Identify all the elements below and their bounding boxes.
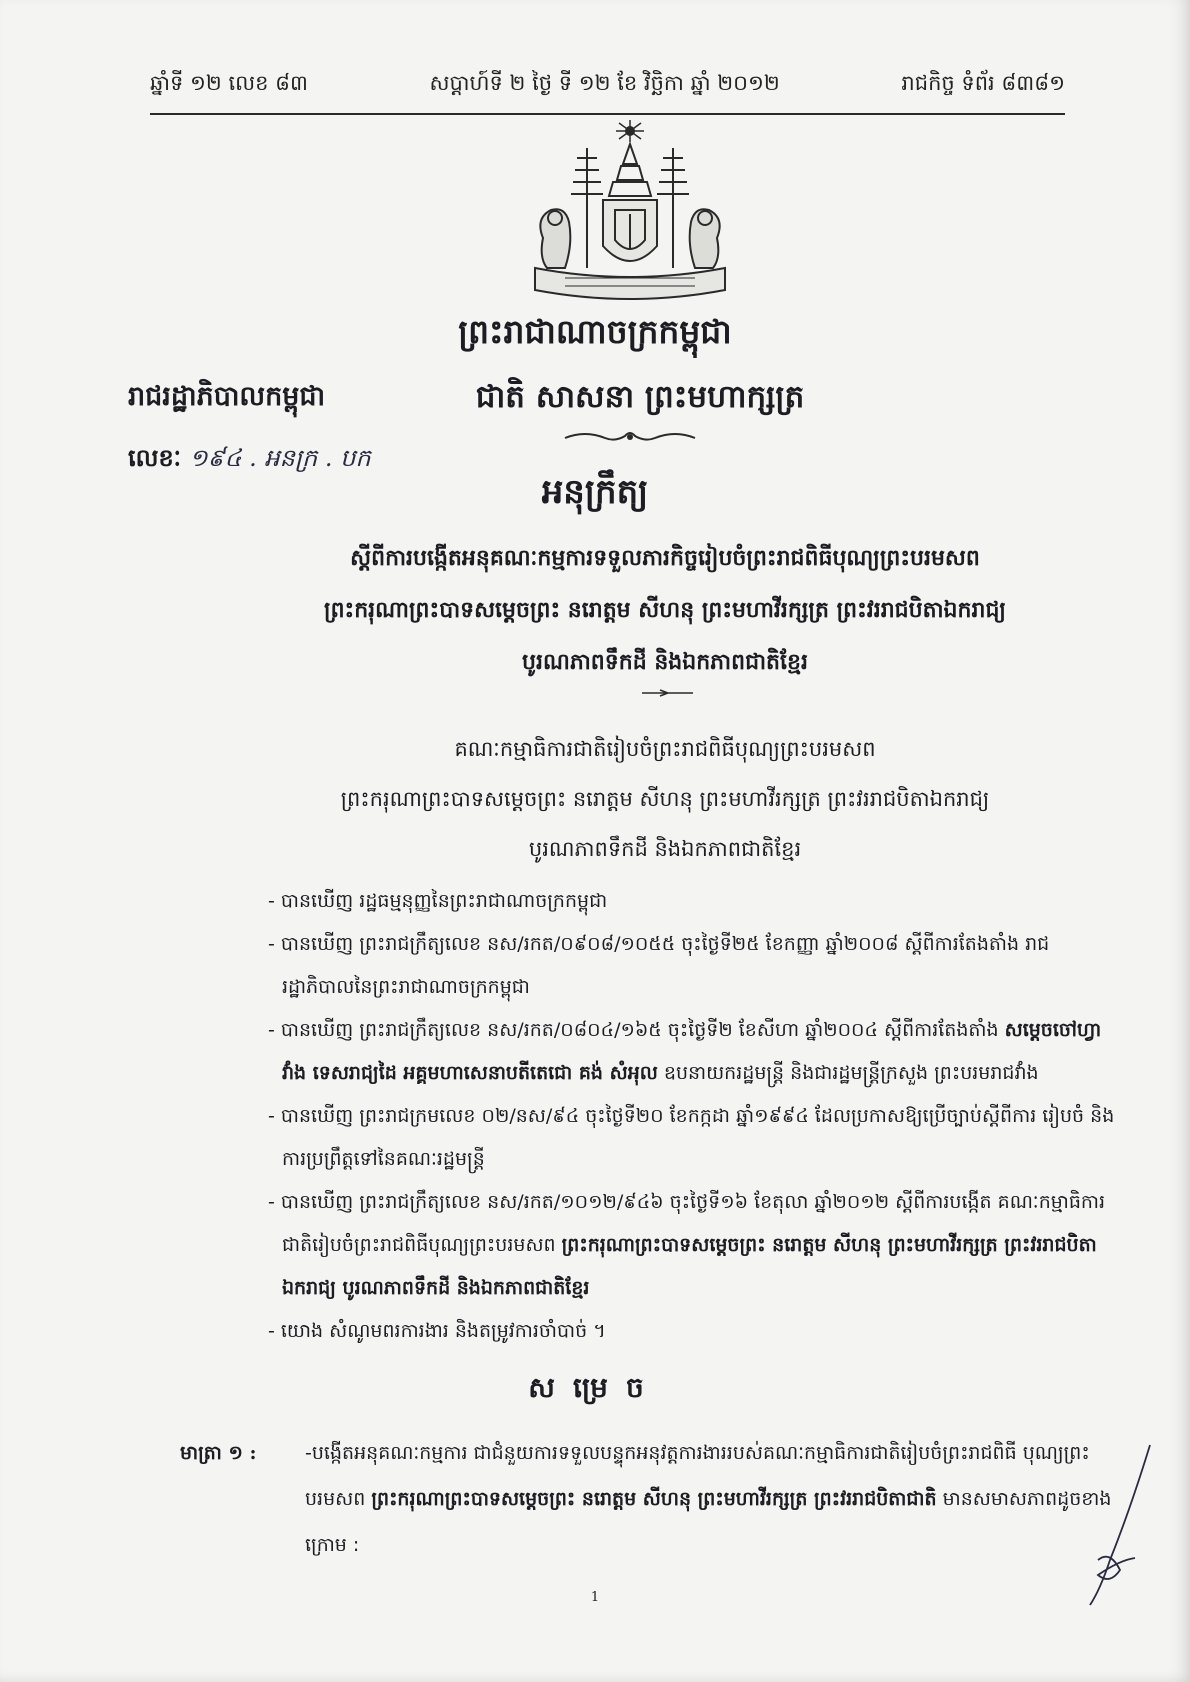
decision-heading: សម្រេច bbox=[528, 1371, 662, 1404]
authority-line: បូរណភាពទឹកដី និងឯកភាពជាតិខ្មែរ bbox=[528, 837, 802, 861]
recital-bold: សម្តេចចៅហ្វាវាំង ទេសរាជ្យដៃ អគ្គមហាសេនាបតីតេជោ គង់ សំអុល bbox=[282, 1019, 1102, 1084]
article-label: មាត្រា ១ : bbox=[180, 1442, 257, 1464]
title-line: ស្តីពីការបង្កើតអនុគណៈកម្មការទទួលភារកិច្ចរៀបចំព្រះរាជពិធីបុណ្យព្រះបរមសព bbox=[350, 545, 980, 571]
recitals-list bbox=[268, 880, 1118, 1353]
authority-line: គណៈកម្មាធិការជាតិរៀបចំព្រះរាជពិធីបុណ្យព្រះបរមសព bbox=[454, 737, 876, 761]
title-line: បូរណភាពទឹកដី និងឯកភាពជាតិខ្មែរ bbox=[522, 649, 808, 675]
ref-label: លេខៈ bbox=[128, 443, 182, 472]
recital-item: - យោង សំណូមពរការងារ និងតម្រូវការចាំបាច់ ។ bbox=[268, 1320, 606, 1342]
recital-item: - បានឃើញ ព្រះរាជក្រឹត្យលេខ នស/រកត/០៩០៨/១០៥៥ ចុះថ្ងៃទី២៥ ខែកញ្ញា ឆ្នាំ២០០៨ ស្តីពីការតែងតាំង រាជរដ្ឋាភិបាលនៃព្រះរាជាណាចក្រកម្ពុជា bbox=[268, 933, 1050, 998]
recital-item: - បានឃើញ ព្រះរាជក្រមលេខ ០២/នស/៩៤ ចុះថ្ងៃទី២០ ខែកក្កដា ឆ្នាំ១៩៩៤ ដែលប្រកាសឱ្យប្រើច្បាប់ស្តីពីការ រៀបចំ និងការប្រព្រឹត្តទៅនៃគណៈរដ្ឋមន្ត្រី bbox=[268, 1105, 1115, 1170]
title-line: ព្រះករុណាព្រះបាទសម្តេចព្រះ នរោត្តម សីហនុ ព្រះមហាវីរក្សត្រ ព្រះវររាជបិតាឯករាជ្យ bbox=[324, 597, 1006, 623]
recital-item: - បានឃើញ ព្រះរាជក្រឹត្យលេខ នស/រកត/១០១២/៩៤៦ ចុះថ្ងៃទី១៦ ខែតុលា ឆ្នាំ២០១២ ស្តីពីការបង្កើត គណៈកម្មាធិការជាតិរៀបចំព្រះរាជពិធីបុណ្យព្រះបរមសព ព្រះករុណាព្រះបាទសម្តេចព្រះ នរោត្តម សីហនុ ព្រះមហាវីរក្សត្រ ព្រះវររាជបិតាឯករាជ្យ បូរណភាពទឹកដី និងឯកភាពជាតិខ្មែរ bbox=[268, 1191, 1106, 1299]
authority-line: ព្រះករុណាព្រះបាទសម្តេចព្រះ នរោត្តម សីហនុ ព្រះមហាវីរក្សត្រ ព្រះវររាជបិតាឯករាជ្យ bbox=[340, 787, 990, 811]
recital-item: - បានឃើញ ព្រះរាជក្រឹត្យលេខ នស/រកត/០៨០៤/១៦៥ ចុះថ្ងៃទី២ ខែសីហា ឆ្នាំ២០០៤ ស្តីពីការតែងតាំង សម្តេចចៅហ្វាវាំង ទេសរាជ្យដៃ អគ្គមហាសេនាបតីតេជោ គង់ សំអុល ឧបនាយករដ្ឋមន្ត្រី និងជារដ្ឋមន្ត្រីក្រសួង ព្រះបរមរាជវាំង bbox=[268, 1019, 1102, 1084]
recital-item: - បានឃើញ រដ្ឋធម្មនុញ្ញនៃព្រះរាជាណាចក្រកម្ពុជា bbox=[268, 890, 608, 912]
gazette-header bbox=[150, 70, 1065, 115]
article-body: -បង្កើតអនុគណៈកម្មការ ជាជំនួយការទទួលបន្ទុកអនុវត្តការងាររបស់គណៈកម្មាធិការជាតិរៀបចំព្រះរាជពិធី បុណ្យព្រះបរមសព ព្រះករុណាព្រះបាទសម្តេចព្រះ នរោត្តម សីហនុ ព្រះមហាវីរក្សត្រ ព្រះវររាជបិតាជាតិ មានសមាសភាពដូចខាងក្រោម : bbox=[305, 1442, 1112, 1556]
initial-signature bbox=[1080, 1440, 1160, 1610]
ornament-divider bbox=[555, 428, 705, 446]
document-type: អនុក្រឹត្យ bbox=[541, 472, 649, 512]
national-motto: ជាតិ សាសនា ព្រះមហាក្សត្រ bbox=[475, 379, 805, 415]
gazette-date: សប្តាហ៍ទី ២ ថ្ងៃ ទី ១២ ខែ វិច្ឆិកា ឆ្នាំ ២០១២ bbox=[429, 71, 780, 95]
page-number: 1 bbox=[590, 1590, 600, 1605]
year-issue: ឆ្នាំទី ១២ លេខ ៨៣ bbox=[150, 71, 308, 95]
article-1 bbox=[180, 1430, 1120, 1568]
government-name: រាជរដ្ឋាភិបាលកម្ពុជា bbox=[128, 381, 326, 412]
subdecree-title bbox=[250, 532, 1080, 688]
issuing-authority bbox=[250, 724, 1080, 874]
kingdom-title: ព្រះរាជាណាចក្រកម្ពុជា bbox=[458, 312, 732, 351]
article-bold: ព្រះករុណាព្រះបាទសម្តេចព្រះ នរោត្តម សីហនុ ព្រះមហាវីរក្សត្រ ព្រះវររាជបិតាជាតិ bbox=[371, 1488, 937, 1510]
royal-arms-emblem bbox=[525, 118, 735, 313]
gazette-page: រាជកិច្ច ទំព័រ ៨៣៨១ bbox=[901, 71, 1065, 95]
small-divider bbox=[640, 688, 695, 698]
recital-bold: ព្រះករុណាព្រះបាទសម្តេចព្រះ នរោត្តម សីហនុ ព្រះមហាវីរក្សត្រ ព្រះវររាជបិតាឯករាជ្យ បូរណភាពទឹកដី និងឯកភាពជាតិខ្មែរ bbox=[282, 1234, 1097, 1299]
ref-number: ១៩៤ . អនក្រ . បក bbox=[189, 444, 371, 472]
